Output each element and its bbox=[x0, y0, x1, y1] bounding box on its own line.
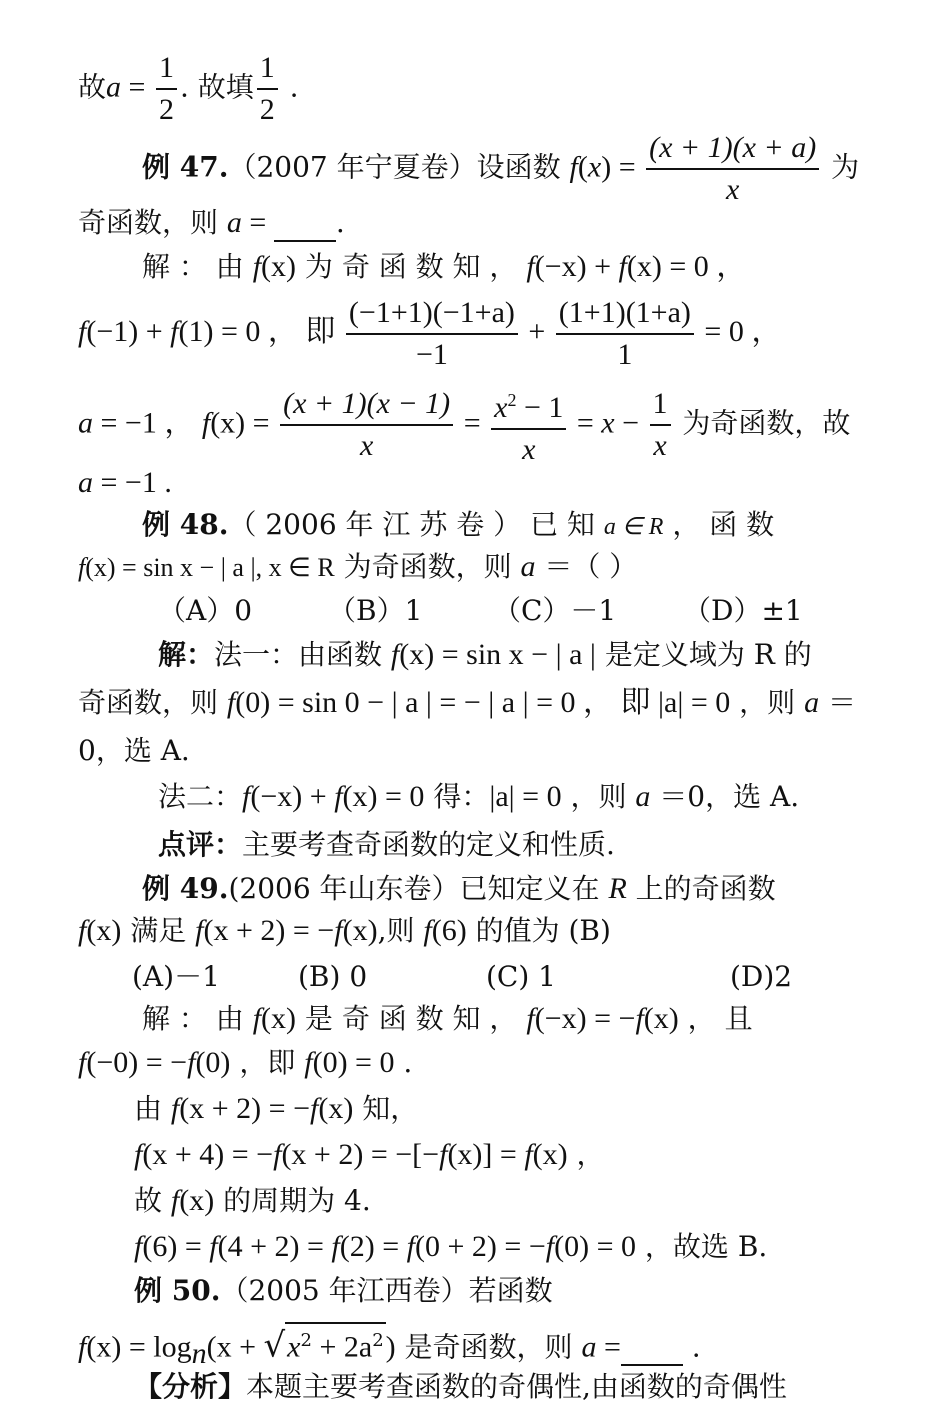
example-48-options bbox=[158, 594, 803, 628]
fraction: $\frac{1}{x}$ bbox=[650, 384, 671, 466]
example-49-solution-line6: f(6) = f(4 + 2) = f(2) = f(0 + 2) = −f(0) = 0 ，故选 B. bbox=[134, 1230, 768, 1263]
example-48-method1-line2: 奇函数，则 f(0) = sin 0 − | a | = − | a | = 0 ， 即 |a| = 0 ，则 a ＝ bbox=[78, 686, 856, 719]
option-b: （B）1 bbox=[328, 594, 423, 627]
option-a: （A）0 bbox=[158, 594, 253, 627]
square-root: $x^2 + 2a^2$ bbox=[285, 1322, 385, 1364]
example-49-options bbox=[132, 960, 792, 994]
example-47-answer: a = −1 . bbox=[78, 466, 172, 499]
example-49-question: f(x) 满足 f(x + 2) = −f(x),则 f(6) 的值为 (B) bbox=[78, 914, 611, 947]
example-48-comment: 点评：主要考查奇函数的定义和性质. bbox=[158, 828, 615, 861]
option-d: （D）±1 bbox=[683, 594, 803, 627]
example-47-question: 奇函数，则 a = . bbox=[78, 206, 345, 242]
example-49-solution-line4: f(x + 4) = −f(x + 2) = −[−f(x)] = f(x) ， bbox=[134, 1138, 605, 1171]
option-a: (A)－1 bbox=[132, 960, 220, 993]
example-50-heading: 例 50.（2005 年江西卷）若函数 bbox=[134, 1274, 553, 1307]
example-49-solution-line3: 由 f(x + 2) = −f(x) 知， bbox=[134, 1092, 419, 1125]
example-47-heading: 例 47.（2007 年宁夏卷）设函数 f(x) = $\frac{(x + 1)(x + a)}{x}$ 为 bbox=[142, 128, 859, 210]
example-48-method2: 法二：f(−x) + f(x) = 0 得：|a| = 0 ，则 a ＝0，选 A. bbox=[158, 780, 800, 813]
fraction: $\frac{(1+1)(1+a)}{1}$ bbox=[556, 293, 694, 375]
option-c: （C）－1 bbox=[493, 594, 617, 627]
option-d: (D)2 bbox=[730, 960, 793, 993]
example-47-solution-line2: f(−1) + f(1) = 0 ， 即 $\frac{(-1+1)(-1+a)}{-1}$ + $\frac{(1+1)(1+a)}{1}$ = 0 ， bbox=[78, 292, 781, 375]
option-c: (C) 1 bbox=[486, 960, 556, 993]
example-49-solution-line2: f(−0) = −f(0) ，即 f(0) = 0 . bbox=[78, 1046, 413, 1079]
fraction: $\frac{(-1+1)(-1+a)}{-1}$ bbox=[346, 293, 518, 375]
option-b: (B) 0 bbox=[298, 960, 368, 993]
example-50-analysis: 【分析】本题主要考查函数的奇偶性,由函数的奇偶性 bbox=[134, 1370, 787, 1403]
answer-blank bbox=[621, 1330, 683, 1366]
example-50-question: $f(x) = \log_n(x + √x^2 + 2a^2)$ 是奇函数，则 a = . bbox=[78, 1322, 701, 1371]
example-48-method1-answer: 0，选 A. bbox=[78, 734, 190, 767]
fraction: $\frac{1}{2}$ bbox=[156, 48, 177, 130]
fraction: $\frac{(x + 1)(x - 1)}{x}$ bbox=[280, 384, 453, 466]
line-conclusion-a-half: 故a = $\frac{1}{2}$ . 故填 $\frac{1}{2}$ . bbox=[78, 48, 299, 130]
example-47-solution-line3: a = −1 ， f(x) = $\frac{(x + 1)(x - 1)}{x}$ = $\frac{x^2 - 1}{x}$ = x − $\frac{1}{x}$ 为奇函数，故 bbox=[78, 380, 850, 470]
example-49-solution-line5: 故 f(x) 的周期为 4. bbox=[134, 1184, 371, 1217]
example-48-method1-line1: 解：法一：由函数 f(x) = sin x − | a | 是定义域为 R 的 bbox=[158, 638, 812, 671]
example-48-question: f(x) = sin x − | a |, x ∈ R 为奇函数，则 a ＝（ ） bbox=[78, 550, 638, 583]
fraction: $\frac{x^2 - 1}{x}$ bbox=[491, 380, 566, 470]
example-49-solution-line1: 解 ： 由 f(x) 是 奇 函 数 知 ， f(−x) = −f(x) ， 且 bbox=[142, 1002, 753, 1035]
example-48-heading: 例 48.（ 2006 年 江 苏 卷 ） 已 知 a ∈ R ， 函 数 bbox=[142, 508, 775, 541]
answer-blank bbox=[274, 206, 336, 242]
fraction: $\frac{(x + 1)(x + a)}{x}$ bbox=[646, 128, 819, 210]
example-47-solution-line1: 解 ： 由 f(x) 为 奇 函 数 知 ， f(−x) + f(x) = 0 ， bbox=[142, 250, 747, 283]
example-49-heading: 例 49.(2006 年山东卷）已知定义在 R 上的奇函数 bbox=[142, 872, 776, 905]
fraction: $\frac{1}{2}$ bbox=[257, 48, 278, 130]
